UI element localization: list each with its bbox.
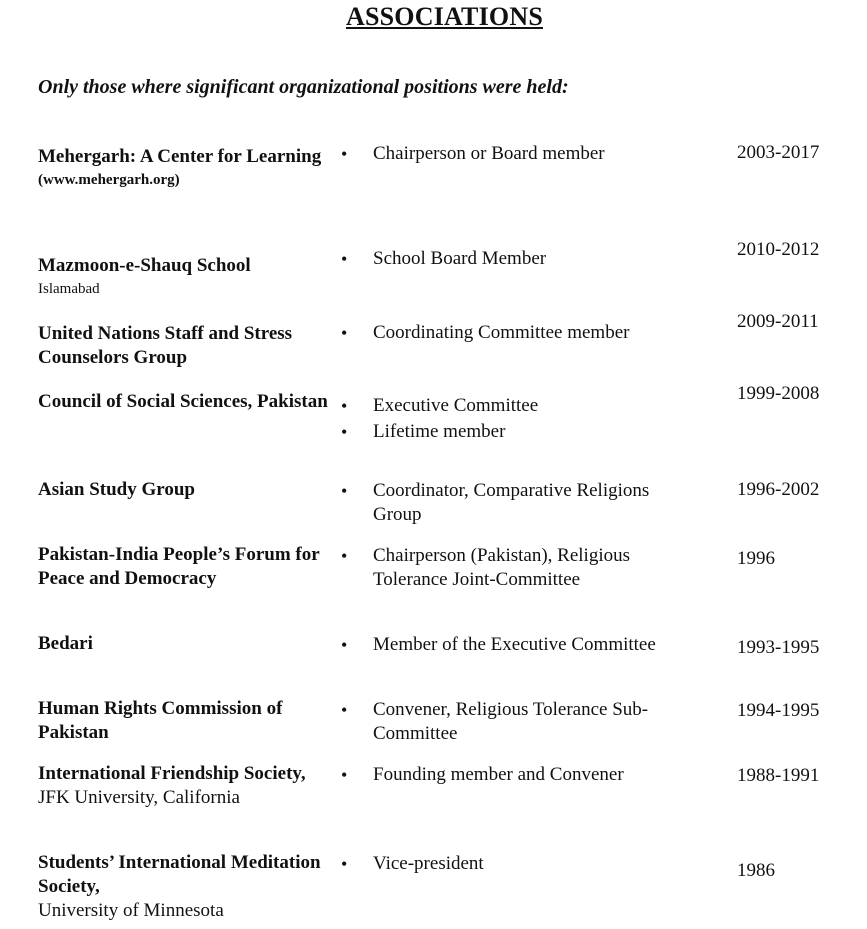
role-list (340, 633, 700, 659)
role-list (340, 247, 700, 273)
role-list (340, 544, 700, 594)
years: 1996-2002 (737, 479, 820, 500)
organization (38, 632, 328, 656)
role-text: Chairperson (Pakistan), Religious Tolerance Joint-Committee (373, 545, 630, 590)
bullet-icon: • (341, 323, 348, 343)
role-list (340, 321, 700, 347)
organization (38, 851, 328, 923)
role-item (340, 394, 700, 418)
role-text: Chairperson or Board member (373, 143, 605, 164)
role-text: Coordinating Committee member (373, 322, 630, 343)
intro-text: Only those where significant organizational positions were held: (38, 76, 569, 98)
organization (38, 390, 328, 414)
organization-name: Pakistan-India People’s Forum for Peace and Democracy (38, 544, 320, 589)
years: 1993-1995 (737, 637, 820, 658)
organization (38, 145, 328, 191)
organization-name: Students’ International Meditation Society, (38, 852, 321, 897)
bullet-icon: • (341, 546, 348, 566)
organization-name: Mazmoon-e-Shauq School (38, 255, 251, 276)
organization-name: Bedari (38, 633, 93, 654)
role-list (340, 394, 700, 446)
role-item (340, 420, 700, 444)
organization-website: (www.mehergarh.org) (38, 172, 180, 188)
years: 1996 (737, 548, 775, 569)
bullet-icon: • (341, 700, 348, 720)
organization (38, 254, 328, 300)
role-item (340, 479, 700, 527)
years: 1994-1995 (737, 700, 820, 721)
role-item (340, 852, 700, 876)
role-text: School Board Member (373, 248, 547, 269)
organization (38, 478, 328, 502)
years: 2003-2017 (737, 142, 820, 163)
role-item (340, 544, 700, 592)
role-text: Executive Committee (373, 395, 539, 416)
organization (38, 697, 328, 745)
role-text: Founding member and Convener (373, 764, 624, 785)
role-list (340, 142, 700, 168)
page-title: ASSOCIATIONS (346, 2, 543, 31)
role-item (340, 321, 700, 345)
role-list (340, 479, 700, 529)
years: 2010-2012 (737, 239, 820, 260)
role-text: Coordinator, Comparative Religions Group (373, 480, 650, 525)
role-item (340, 633, 700, 657)
role-text: Convener, Religious Tolerance Sub-Committee (373, 699, 649, 744)
bullet-icon: • (341, 144, 348, 164)
role-item (340, 698, 700, 746)
years: 1999-2008 (737, 383, 820, 404)
role-list (340, 763, 700, 789)
organization-name: United Nations Staff and Stress Counselors Group (38, 323, 293, 368)
bullet-icon: • (341, 635, 348, 655)
role-list (340, 698, 700, 748)
organization (38, 543, 328, 591)
bullet-icon: • (341, 422, 348, 442)
role-item (340, 763, 700, 787)
role-list (340, 852, 700, 878)
role-text: Vice-president (373, 853, 484, 874)
organization (38, 762, 328, 810)
bullet-icon: • (341, 396, 348, 416)
organization-name: Asian Study Group (38, 479, 195, 500)
bullet-icon: • (341, 765, 348, 785)
organization-name: International Friendship Society, (38, 763, 306, 784)
role-text: Member of the Executive Committee (373, 634, 656, 655)
organization-location: University of Minnesota (38, 900, 224, 921)
years: 2009-2011 (737, 311, 819, 332)
role-item (340, 247, 700, 271)
bullet-icon: • (341, 854, 348, 874)
bullet-icon: • (341, 481, 348, 501)
role-text: Lifetime member (373, 421, 506, 442)
organization-location: JFK University, California (38, 787, 240, 808)
bullet-icon: • (341, 249, 348, 269)
years: 1988-1991 (737, 765, 820, 786)
organization-location: Islamabad (38, 281, 100, 297)
organization-name: Human Rights Commission of Pakistan (38, 698, 283, 743)
organization-name: Council of Social Sciences, Pakistan (38, 391, 328, 412)
organization-name: Mehergarh: A Center for Learning (38, 146, 322, 167)
organization (38, 322, 328, 370)
years: 1986 (737, 860, 775, 881)
role-item (340, 142, 700, 166)
